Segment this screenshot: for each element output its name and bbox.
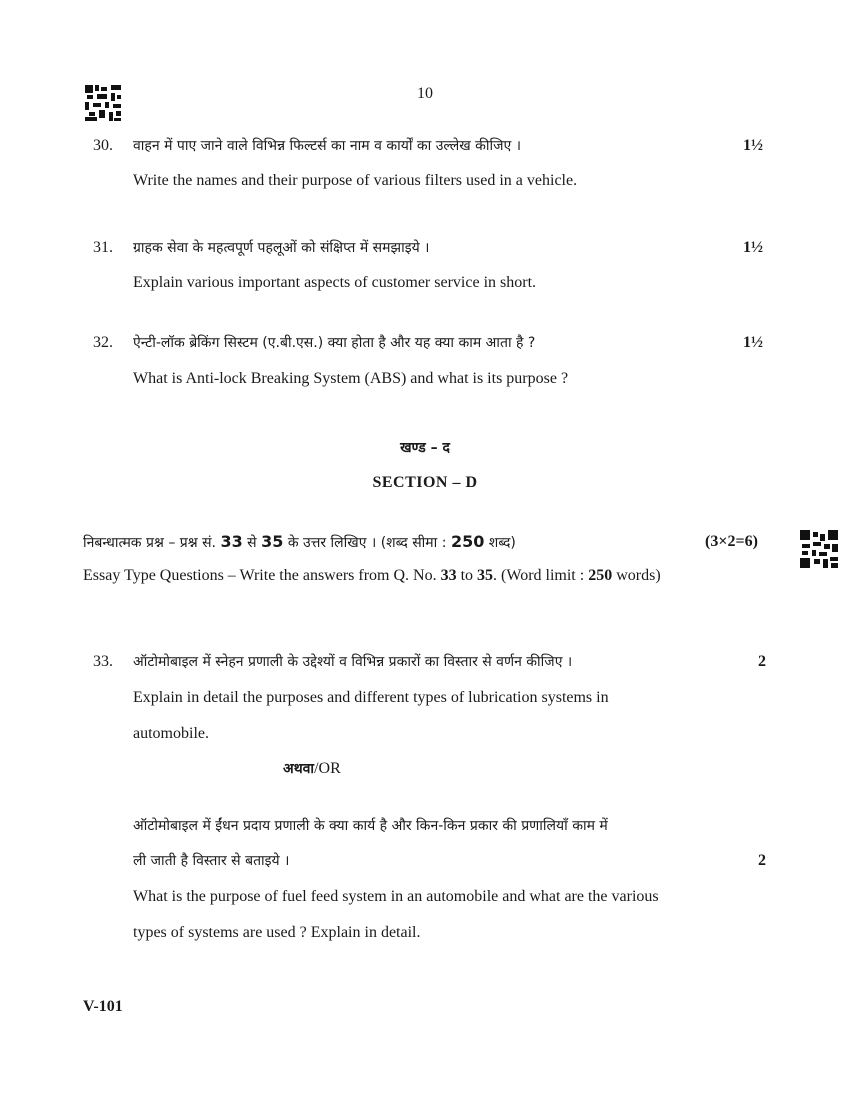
alt-question-hindi-line: ली जाती है विस्तार से बताइये ।	[133, 853, 290, 869]
question-number: 32.	[93, 334, 113, 351]
or-separator	[283, 759, 341, 779]
question-number: 30.	[93, 137, 113, 154]
section-title: SECTION – D	[372, 474, 478, 491]
question-number: 31.	[93, 239, 113, 256]
page-number: 10	[417, 85, 433, 102]
or-hindi: अथवा	[283, 761, 315, 777]
question-marks: 1½	[743, 239, 763, 256]
question-english-line: Explain in detail the purposes and different types of lubrication systems in	[133, 689, 609, 706]
question-number: 33.	[93, 653, 113, 670]
question-hindi: ऐन्टी-लॉक ब्रेकिंग सिस्टम (ए.बी.एस.) क्या होता है और यह क्या काम आता है ?	[133, 335, 536, 351]
question-english-line: automobile.	[133, 725, 209, 742]
question-hindi: ग्राहक सेवा के महत्वपूर्ण पहलूओं को संक्षिप्त में समझाइये ।	[133, 240, 430, 256]
qr-code-icon	[800, 530, 838, 568]
or-english: /OR	[314, 760, 341, 777]
paper-code: V-101	[83, 998, 123, 1015]
barcode-icon	[85, 85, 121, 121]
question-english: What is Anti-lock Breaking System (ABS) and what is its purpose ?	[133, 370, 569, 387]
alt-question-english-line: What is the purpose of fuel feed system in an automobile and what are the various	[133, 888, 659, 905]
question-hindi: ऑटोमोबाइल में स्नेहन प्रणाली के उद्देश्यों व विभिन्न प्रकारों का विस्तार से वर्णन कीजिए ।	[133, 654, 573, 670]
question-marks: 2	[758, 653, 766, 670]
alt-question-english-line: types of systems are used ? Explain in detail.	[133, 924, 421, 941]
question-marks: 1½	[743, 137, 763, 154]
section-instructions-hindi: निबन्धात्मक प्रश्न – प्रश्न सं. 33 से 35 के उत्तर लिखिए । (शब्द सीमा : 250 शब्द)	[83, 532, 516, 551]
question-english: Explain various important aspects of customer service in short.	[133, 274, 537, 291]
section-instructions-english: Essay Type Questions – Write the answers from Q. No. 33 to 35. (Word limit : 250 words)	[83, 567, 661, 584]
alt-question-hindi-line: ऑटोमोबाइल में ईंधन प्रदाय प्रणाली के क्या कार्य है और किन-किन प्रकार की प्रणालियाँ काम में	[133, 818, 608, 834]
question-marks: 1½	[743, 334, 763, 351]
question-english: Write the names and their purpose of various filters used in a vehicle.	[133, 172, 578, 189]
question-marks: 2	[758, 852, 766, 869]
section-marks: (3×2=6)	[705, 533, 758, 550]
question-hindi: वाहन में पाए जाने वाले विभिन्न फिल्टर्स का नाम व कार्यों का उल्लेख कीजिए ।	[133, 138, 521, 154]
section-title-hindi: खण्ड – द	[400, 440, 450, 456]
